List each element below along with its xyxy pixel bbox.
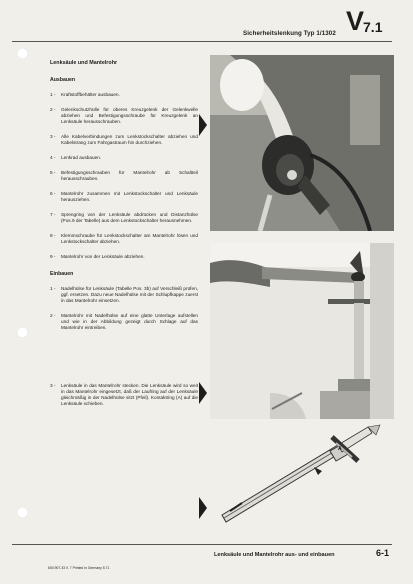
removal-step: 4 - Lenkrad ausbauen. [50,155,102,160]
removal-step: 8 - Klemmschraube für Lenkstockschalter am Mantelrohr lösen und Lenkstockschalter abziehen. [50,233,198,244]
removal-step: 6 - Mantelrohr zusammen mit Lenkstockschalter und Lenksäule herausziehen. [50,191,198,202]
removal-step: 2 - Gelenkschutzhülle für oberes Kreuzgelenk der Gelenkwelle abziehen und Befestigungsschraube für Kreuzgelenk an Lenksäule herausschrauben. [50,107,198,124]
installation-step: 2 - Mantelrohr mit Nadelhülse auf eine glatte Unterlage aufstellen und wie in der Abbildung gezeigt durch Schlage auf das Mantelrohr eintreiben. [50,313,198,330]
section-title: Lenksäule und Mantelrohr [50,60,118,66]
page-number: 6-1 [376,548,390,558]
footer-rule [12,544,392,545]
figure-pointer-arrow [199,497,207,519]
header-rule [12,41,392,42]
footer-title: Lenksäule und Mantelrohr aus- und einbauen [214,552,335,558]
photo-steering-column-removal [210,55,394,231]
section-code-main: V [346,6,364,36]
figure-pointer-arrow [199,114,207,136]
removal-step: 5 - Befestigungsschrauben für Mantelrohr ab Schaltteil herausschrauben. [50,170,198,181]
section-code [346,8,382,35]
removal-step: 9 - Mantelrohr von der Lenksäule abziehen. [50,254,145,259]
removal-heading: Ausbauen [50,77,76,83]
removal-step: 1 - Kraftstoffbehälter ausbauen. [50,92,120,97]
installation-step: 3 - Lenksäule in das Mantelrohr stecken. Die Lenksäule wird so weit in das Mantelrohr eingesetzt, daß der Laufring auf der Lenksäule gleichmäßig in der Nadelhülse sitzt (Pfeil). Kontaktring (A) auf die Lenksäule schieben. [50,383,198,406]
header-title: Sicherheitslenkung Typ 1/1302 [243,30,336,37]
binder-hole-middle [17,327,28,338]
figure-pointer-arrow [199,382,207,404]
figure-label-a: A [338,446,342,452]
diagram-steering-column-assembly [210,421,394,528]
photo-needle-sleeve-installation [210,243,394,419]
removal-step: 7 - Sprengring von der Lenksäule abdrücken und Distanzhülse (Pos.9 der Tabelle) aus dem Lenkstockschalter herausnehmen. [50,212,198,223]
installation-heading: Einbauen [50,271,74,277]
text-column [50,60,198,407]
binder-hole-top [17,48,28,59]
removal-step: 3 - Alle Kabelverbindungen zum Lenkstockschalter abziehen und Kabelstrang zum Fahrgastraum hin durchziehen. [50,134,198,145]
section-code-sub: 7.1 [363,19,383,35]
binder-hole-bottom [17,507,28,518]
installation-step: 1 - Nadelhülse für Lenksäule (Tabelle Pos. 3b) auf Verschleiß prüfen, ggf. ersetzen. Dazu neue Nadelhülse mit der Schlupfkappe zuerst in das Mantelrohr einsetzen. [50,286,198,303]
print-info: 600.907.33 V. 7 Printed in Germany 5.71 [48,566,110,570]
